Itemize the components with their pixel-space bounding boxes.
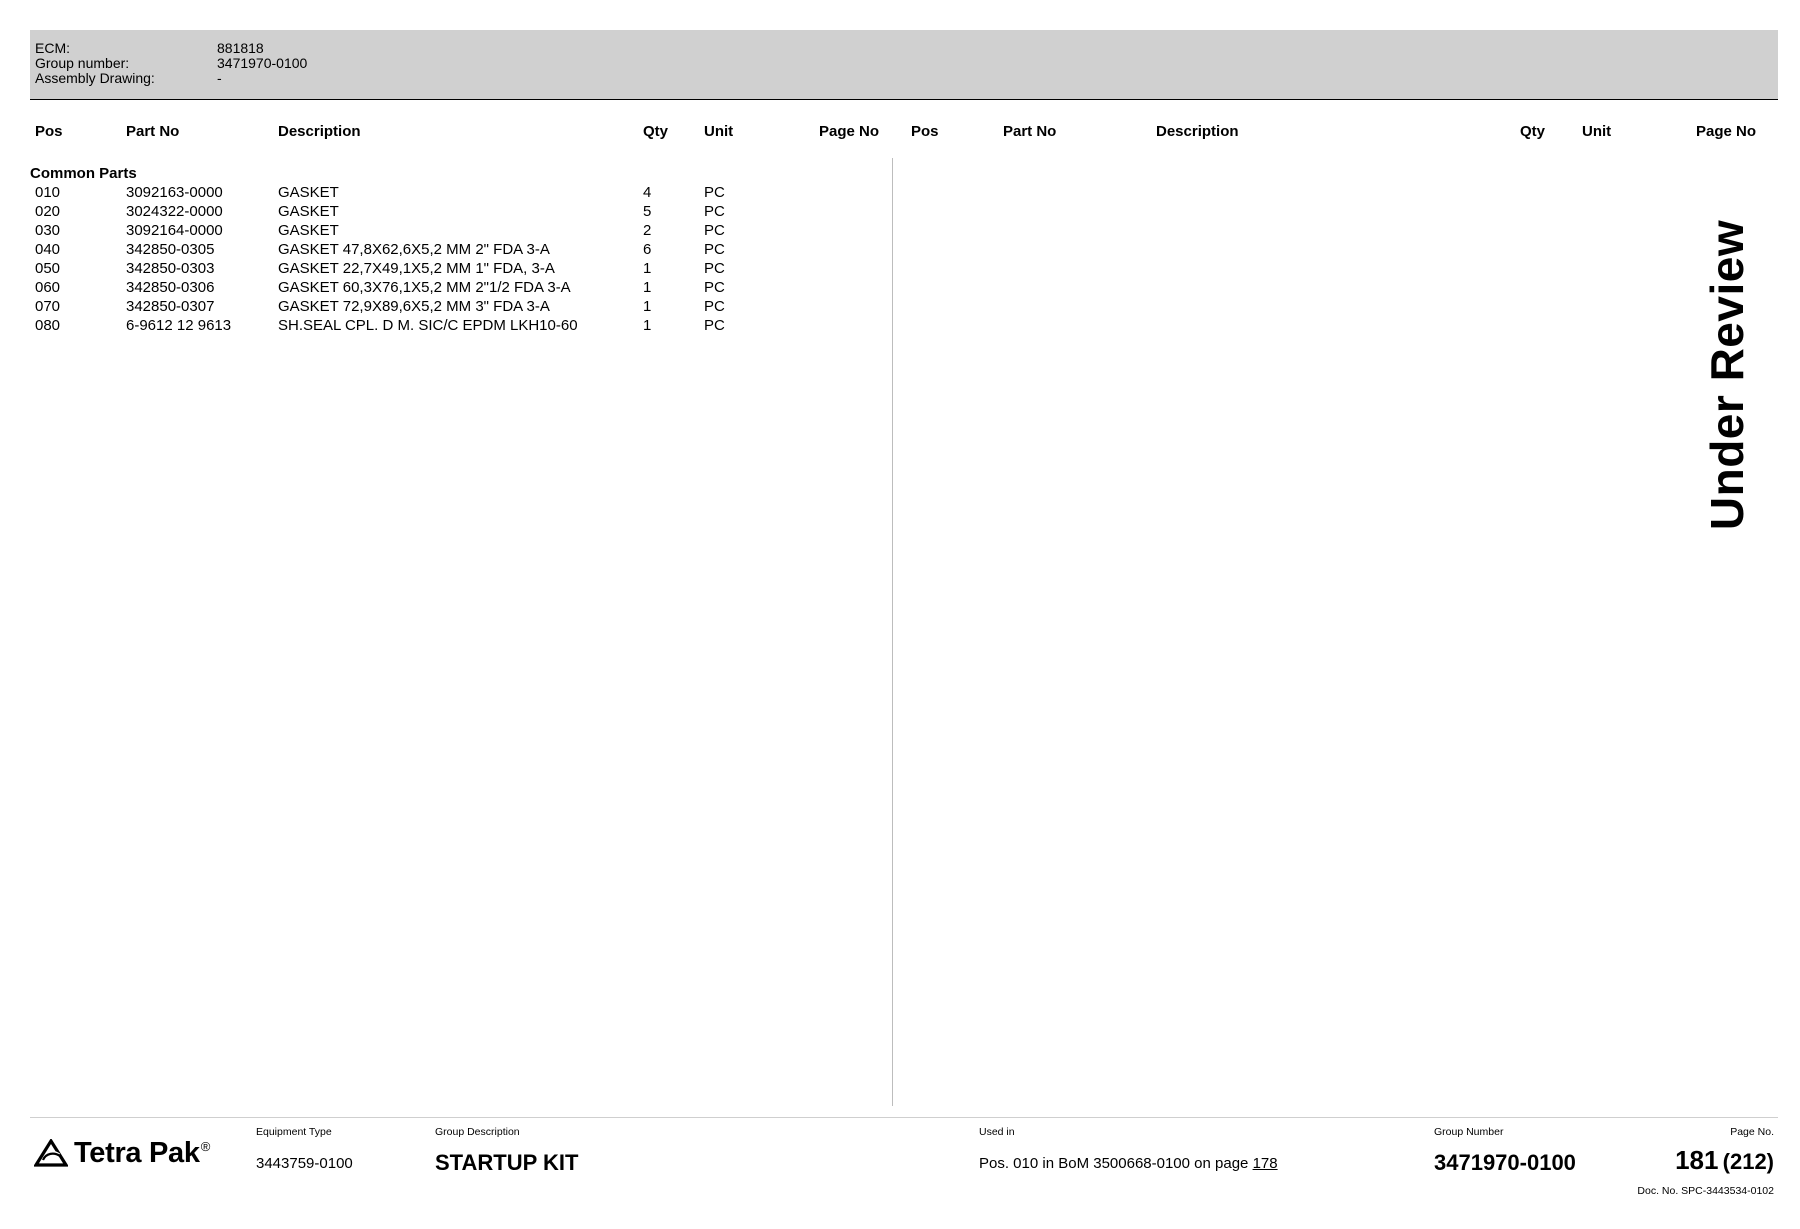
group-description-value: STARTUP KIT [435,1150,579,1175]
cell-pos: 050 [35,260,61,277]
cell-pos: 080 [35,317,61,334]
used-in-value [979,1155,1278,1172]
section-title: Common Parts [30,165,137,182]
ecm-value: 881818 [217,40,264,56]
page-no-value [1675,1145,1774,1176]
table-row [0,317,892,336]
used-in-label: Used in [979,1126,1015,1138]
page-number: 181 [1675,1145,1719,1175]
group-number-footer-value: 3471970-0100 [1434,1150,1576,1175]
col-header-unit-right: Unit [1582,123,1612,140]
cell-part-no: 342850-0303 [126,260,215,277]
equipment-type-label: Equipment Type [256,1126,332,1138]
cell-description: GASKET [278,222,339,239]
cell-pos: 040 [35,241,61,258]
document-number: Doc. No. SPC-3443534-0102 [1637,1185,1774,1197]
cell-description: GASKET 47,8X62,6X5,2 MM 2" FDA 3-A [278,241,550,258]
group-number-label: Group number: [35,55,130,71]
cell-qty: 4 [643,184,652,201]
col-header-description: Description [278,123,361,140]
cell-part-no: 3092163-0000 [126,184,223,201]
cell-qty: 5 [643,203,652,220]
tetra-pak-logo [34,1135,210,1171]
column-divider [892,158,893,1106]
cell-description: GASKET 72,9X89,6X5,2 MM 3" FDA 3-A [278,298,550,315]
cell-description: GASKET 60,3X76,1X5,2 MM 2"1/2 FDA 3-A [278,279,571,296]
cell-description: GASKET [278,184,339,201]
cell-pos: 020 [35,203,61,220]
cell-unit: PC [704,241,725,258]
cell-part-no: 342850-0307 [126,298,215,315]
cell-description: SH.SEAL CPL. D M. SIC/C EPDM LKH10-60 [278,317,578,334]
page-total: (212) [1722,1149,1774,1174]
col-header-pos: Pos [35,123,63,140]
col-header-pos-right: Pos [911,123,939,140]
table-row [0,260,892,279]
registered-mark: ® [200,1138,210,1154]
cell-qty: 1 [643,298,652,315]
cell-part-no: 6-9612 12 9613 [126,317,232,334]
ecm-label: ECM: [35,40,70,56]
cell-part-no: 3024322-0000 [126,203,223,220]
cell-unit: PC [704,298,725,315]
cell-description: GASKET 22,7X49,1X5,2 MM 1" FDA, 3-A [278,260,555,277]
cell-unit: PC [704,184,725,201]
cell-unit: PC [704,260,725,277]
cell-qty: 1 [643,317,652,334]
brand-name: Tetra Pak® [74,1136,210,1169]
col-header-part-no: Part No [126,123,180,140]
cell-pos: 060 [35,279,61,296]
cell-part-no: 342850-0306 [126,279,215,296]
cell-description: GASKET [278,203,339,220]
col-header-description-right: Description [1156,123,1239,140]
cell-pos: 010 [35,184,61,201]
table-row [0,203,892,222]
col-header-page-no: Page No [819,123,880,140]
table-row [0,184,892,203]
table-row [0,298,892,317]
equipment-type-value: 3443759-0100 [256,1155,353,1172]
col-header-qty: Qty [643,123,669,140]
cell-qty: 2 [643,222,652,239]
group-description-label: Group Description [435,1126,520,1138]
group-number-value: 3471970-0100 [217,55,308,71]
col-header-page-no-right: Page No [1696,123,1757,140]
cell-qty: 6 [643,241,652,258]
cell-part-no: 342850-0305 [126,241,215,258]
used-in-text: Pos. 010 in BoM 3500668-0100 on page [979,1155,1249,1172]
col-header-part-no-right: Part No [1003,123,1057,140]
cell-qty: 1 [643,279,652,296]
table-row [0,279,892,298]
group-number-footer-label: Group Number [1434,1126,1504,1138]
table-row [0,241,892,260]
cell-pos: 030 [35,222,61,239]
header-box [30,30,1778,100]
cell-pos: 070 [35,298,61,315]
cell-unit: PC [704,222,725,239]
assembly-drawing-value: - [217,70,222,86]
cell-unit: PC [704,317,725,334]
used-in-page-link[interactable]: 178 [1252,1155,1278,1172]
cell-part-no: 3092164-0000 [126,222,223,239]
assembly-drawing-label: Assembly Drawing: [35,70,155,86]
cell-unit: PC [704,279,725,296]
tetra-pak-logo-icon [34,1139,68,1167]
cell-unit: PC [704,203,725,220]
table-row [0,222,892,241]
footer-divider [30,1117,1778,1118]
page-no-label: Page No. [1730,1126,1774,1138]
col-header-qty-right: Qty [1520,123,1546,140]
col-header-unit: Unit [704,123,734,140]
cell-qty: 1 [643,260,652,277]
under-review-watermark: Under Review [1701,219,1753,531]
